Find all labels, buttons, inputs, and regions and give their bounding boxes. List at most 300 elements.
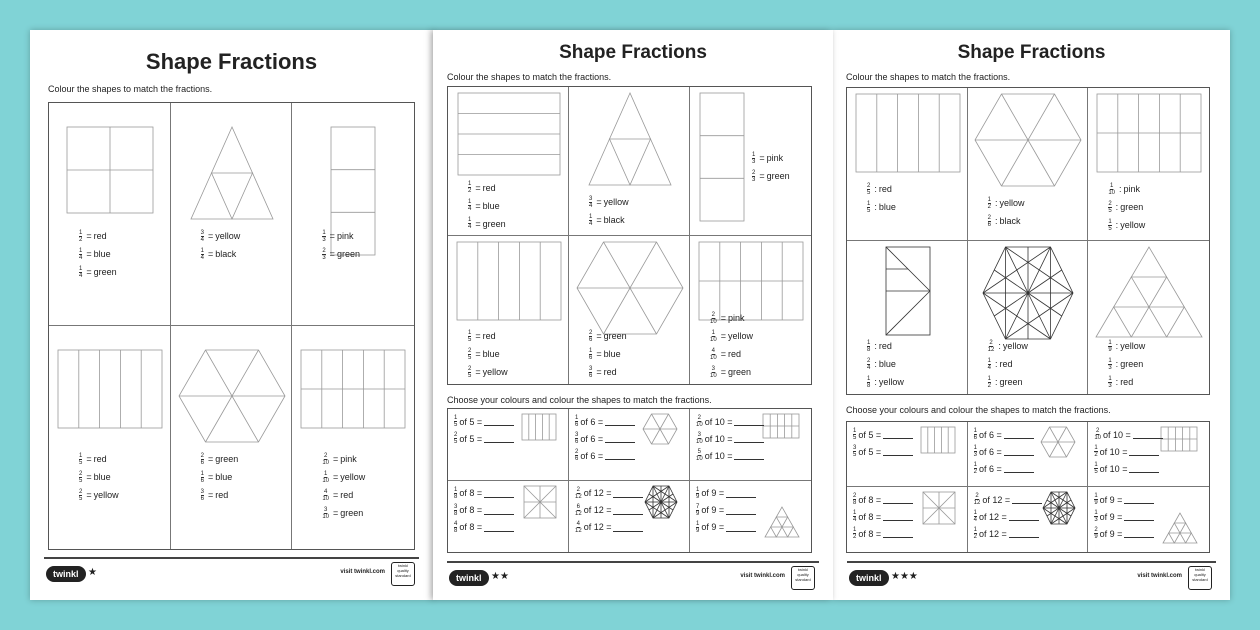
worksheet-page-2 <box>433 30 833 600</box>
separator: : <box>1115 359 1119 369</box>
answer-blank[interactable] <box>484 523 514 532</box>
fraction: $\frac{3}{8}$ <box>454 503 458 517</box>
colour-name: green <box>727 367 751 377</box>
separator: : <box>1115 202 1119 212</box>
separator: = <box>596 331 602 341</box>
colour-name: black <box>999 216 1021 226</box>
fraction: $\frac{1}{5}$ <box>1108 218 1112 232</box>
separator: : <box>1115 377 1119 387</box>
fraction: $\frac{1}{10}$ <box>710 329 717 343</box>
fraction: $\frac{2}{6}$ <box>987 214 991 228</box>
separator: = <box>475 331 481 341</box>
answer-blank[interactable] <box>883 495 913 504</box>
separator: = <box>596 367 602 377</box>
question-text: of 9 = <box>1099 511 1123 522</box>
separator: : <box>874 202 877 212</box>
twinkl-logo: twinkl <box>449 570 489 586</box>
answer-blank[interactable] <box>613 523 643 532</box>
separator: = <box>759 153 765 163</box>
fraction: $\frac{1}{4}$ <box>200 247 204 261</box>
colour-name: red <box>93 231 107 241</box>
fraction-question <box>974 426 1034 443</box>
colour-key-item <box>710 309 753 327</box>
question-text: of 9 = <box>701 522 725 532</box>
square-eighths-shape[interactable] <box>923 492 955 524</box>
colour-key <box>988 337 1028 391</box>
fraction: $\frac{1}{2}$ <box>973 462 977 475</box>
colour-name: blue <box>878 359 896 369</box>
square-quarters-shape[interactable] <box>67 127 153 213</box>
question-text: of 8 = <box>459 522 483 532</box>
separator: : <box>874 184 877 194</box>
colour-name: blue <box>482 349 500 359</box>
triangle-9-shape[interactable] <box>1096 247 1202 337</box>
question-text: of 10 = <box>704 416 733 427</box>
colour-key-item <box>1108 216 1145 234</box>
square-eighths-shape[interactable] <box>524 486 556 518</box>
section-instruction: Choose your colours and colour the shapes to match the fractions. <box>846 405 1111 415</box>
rect-fifths-shape[interactable] <box>457 242 561 320</box>
answer-blank[interactable] <box>1012 495 1042 504</box>
separator: = <box>333 490 339 500</box>
fraction: $\frac{4}{10}$ <box>710 347 717 361</box>
shape-cell <box>569 236 690 385</box>
fraction: $\frac{4}{10}$ <box>322 488 330 502</box>
answer-blank[interactable] <box>1004 464 1034 473</box>
colour-key-item <box>201 486 239 504</box>
colour-name: red <box>215 490 229 500</box>
answer-blank[interactable] <box>1129 464 1159 473</box>
fraction: $\frac{2}{6}$ <box>589 329 593 343</box>
colour-grid <box>48 102 415 550</box>
colour-key-item <box>468 197 506 215</box>
colour-name: red <box>603 367 617 377</box>
fraction: $\frac{7}{9}$ <box>696 503 700 517</box>
fraction: $\frac{2}{6}$ <box>200 452 204 466</box>
fraction-questions <box>696 413 764 464</box>
colour-name: blue <box>93 472 111 482</box>
worksheet-page-3 <box>833 30 1230 600</box>
footer-url[interactable]: visit twinkl.com <box>1137 573 1182 579</box>
instruction: Colour the shapes to match the fractions. <box>846 72 1011 82</box>
answer-blank[interactable] <box>1004 430 1034 439</box>
hexagon-12-shape[interactable] <box>645 486 677 518</box>
question-text: of 10 = <box>704 450 733 461</box>
fraction-question <box>454 430 514 447</box>
colour-key-item <box>1108 180 1145 198</box>
fraction: $\frac{1}{8}$ <box>867 375 871 389</box>
hexagon-12-shape[interactable] <box>983 247 1073 339</box>
colour-key-item <box>79 486 119 504</box>
fraction-questions <box>853 491 913 542</box>
colour-name: green <box>340 508 364 518</box>
answer-blank[interactable] <box>734 417 764 426</box>
fraction: $\frac{2}{12}$ <box>987 339 995 353</box>
fraction-questions <box>1094 426 1162 477</box>
question-text: of 9 = <box>1099 494 1123 505</box>
rect-thirds-tall-shape[interactable] <box>700 93 744 221</box>
colour-key-item <box>468 215 506 233</box>
colour-key <box>468 327 508 381</box>
separator: = <box>208 490 214 500</box>
triangle-4-shape[interactable] <box>191 127 273 219</box>
colour-key-item <box>589 193 629 211</box>
answer-blank[interactable] <box>605 434 635 443</box>
fraction: $\frac{2}{5}$ <box>468 365 472 379</box>
page-title: Shape Fractions <box>145 49 318 74</box>
fraction: $\frac{1}{10}$ <box>1108 182 1116 196</box>
colour-key-item <box>201 450 239 468</box>
question-text: of 5 = <box>858 429 882 440</box>
colour-name: green <box>482 218 506 229</box>
colour-name: black <box>215 249 237 259</box>
answer-blank[interactable] <box>613 506 643 515</box>
question-text: of 5 = <box>459 433 483 444</box>
colour-key <box>79 227 117 281</box>
triangle-9-shape[interactable] <box>1163 513 1197 543</box>
rect-fifths-shape[interactable] <box>921 427 955 453</box>
fraction-question <box>974 460 1034 477</box>
colour-key-item <box>322 486 365 504</box>
shape-cell <box>1088 241 1209 394</box>
question-text: of 10 = <box>704 433 733 444</box>
colour-name: green <box>766 171 790 181</box>
question-text: of 8 = <box>858 511 882 522</box>
fraction-question <box>853 491 913 508</box>
separator: = <box>720 331 726 341</box>
colour-name: red <box>878 184 892 194</box>
fraction-question <box>853 508 913 525</box>
shape-cell <box>690 236 811 385</box>
answer-blank[interactable] <box>1124 495 1154 504</box>
rect-fifths-shape[interactable] <box>58 350 162 428</box>
fraction: $\frac{2}{12}$ <box>575 486 582 500</box>
hexagon-6-shape[interactable] <box>1041 427 1075 457</box>
fraction-question <box>696 519 756 536</box>
question-text: of 8 = <box>459 488 483 498</box>
answer-blank[interactable] <box>726 506 756 515</box>
fraction-question <box>575 502 643 519</box>
separator: = <box>208 231 214 241</box>
fraction: $\frac{1}{2}$ <box>79 229 83 243</box>
fraction-question <box>454 485 514 502</box>
fraction-question <box>1094 491 1154 508</box>
fraction-question <box>853 443 913 460</box>
answer-blank[interactable] <box>1009 512 1039 521</box>
colour-name: yellow <box>1120 220 1146 230</box>
fraction: $\frac{4}{8}$ <box>454 520 458 534</box>
colour-key-item <box>988 212 1025 230</box>
worksheet-page-1 <box>30 30 433 600</box>
fraction-question <box>696 502 756 519</box>
triangle-4-shape[interactable] <box>589 93 671 185</box>
hexagon-12-shape[interactable] <box>1043 492 1075 524</box>
colour-key-item <box>79 263 117 281</box>
answer-blank[interactable] <box>883 430 913 439</box>
fraction-question <box>575 430 635 447</box>
fraction-question <box>974 508 1042 525</box>
question-text: of 6 = <box>580 433 604 444</box>
fraction: $\frac{2}{12}$ <box>973 493 981 506</box>
answer-blank[interactable] <box>484 489 514 498</box>
answer-blank[interactable] <box>613 489 643 498</box>
question-text: of 5 = <box>459 416 483 427</box>
fraction-question <box>696 485 756 502</box>
colour-name: red <box>999 359 1013 369</box>
fraction: $\frac{2}{5}$ <box>468 347 472 361</box>
rect-fifths-shape[interactable] <box>522 414 556 440</box>
separator: = <box>596 197 602 207</box>
separator: = <box>333 472 339 482</box>
colour-key-item <box>752 149 790 167</box>
fraction: $\frac{2}{10}$ <box>710 311 717 325</box>
shape-cell <box>968 88 1089 241</box>
calc-cell <box>1088 422 1209 487</box>
fraction: $\frac{1}{9}$ <box>1094 493 1098 506</box>
rect-triangles-shape[interactable] <box>886 247 930 335</box>
shape-cell <box>292 103 414 326</box>
separator: = <box>329 249 335 259</box>
fraction: $\frac{2}{5}$ <box>79 470 83 484</box>
fraction-questions <box>454 413 514 447</box>
answer-blank[interactable] <box>883 529 913 538</box>
colour-name: blue <box>93 249 111 259</box>
footer-url[interactable]: visit twinkl.com <box>740 573 785 579</box>
colour-key-item <box>867 180 896 198</box>
answer-blank[interactable] <box>484 506 514 515</box>
colour-name: pink <box>766 153 784 163</box>
fraction-question <box>575 485 643 502</box>
fraction: $\frac{1}{3}$ <box>1108 375 1112 389</box>
separator: = <box>596 215 602 225</box>
answer-blank[interactable] <box>484 434 514 443</box>
rect-fifths-shape[interactable] <box>856 94 960 172</box>
fraction: $\frac{1}{5}$ <box>1094 462 1098 475</box>
separator: = <box>333 508 339 518</box>
colour-key-item <box>988 373 1028 391</box>
fraction: $\frac{1}{4}$ <box>468 217 472 230</box>
fraction: $\frac{1}{3}$ <box>322 229 326 243</box>
separator: : <box>995 359 998 369</box>
colour-key-item <box>322 227 360 245</box>
colour-key-item <box>1108 198 1145 216</box>
answer-blank[interactable] <box>883 512 913 521</box>
separator: : <box>1115 220 1119 230</box>
fraction: $\frac{1}{5}$ <box>867 200 871 214</box>
grid-10-shape[interactable] <box>763 414 799 438</box>
grid-10-shape[interactable] <box>699 242 803 320</box>
separator: = <box>86 454 92 464</box>
colour-key <box>468 179 506 233</box>
answer-blank[interactable] <box>726 489 756 498</box>
colour-name: yellow <box>1120 341 1146 351</box>
question-text: of 12 = <box>583 505 612 515</box>
hexagon-6-shape[interactable] <box>975 94 1081 186</box>
colour-name: yellow <box>340 472 366 482</box>
colour-name: green <box>93 267 117 277</box>
fraction-question <box>1094 525 1154 542</box>
answer-blank[interactable] <box>1009 529 1039 538</box>
rect-quarters-horizontal-shape[interactable] <box>458 93 560 175</box>
fraction: $\frac{2}{3}$ <box>752 169 756 183</box>
fraction: $\frac{1}{2}$ <box>973 527 977 540</box>
colour-key-item <box>867 198 896 216</box>
fraction: $\frac{1}{3}$ <box>1094 510 1098 523</box>
colour-key-item <box>867 337 904 355</box>
fraction: $\frac{3}{6}$ <box>200 488 204 502</box>
colour-name: green <box>999 377 1023 387</box>
footer-divider <box>847 561 1216 563</box>
separator: = <box>208 249 214 259</box>
answer-blank[interactable] <box>1124 512 1154 521</box>
calc-cell <box>1088 487 1209 552</box>
fraction: $\frac{1}{6}$ <box>973 428 977 441</box>
shape-cell <box>847 88 968 241</box>
question-text: of 6 = <box>580 416 604 427</box>
answer-blank[interactable] <box>734 451 764 460</box>
colour-key-item <box>867 355 904 373</box>
fraction: $\frac{1}{2}$ <box>987 196 991 210</box>
question-text: of 9 = <box>701 488 725 498</box>
separator: = <box>333 454 339 464</box>
colour-key-item <box>1108 337 1145 355</box>
fraction-question <box>853 426 913 443</box>
question-text: of 12 = <box>583 522 612 532</box>
instruction: Colour the shapes to match the fractions. <box>48 84 213 94</box>
answer-blank[interactable] <box>605 451 635 460</box>
colour-name: red <box>93 454 107 464</box>
fraction-question <box>974 525 1042 542</box>
answer-blank[interactable] <box>726 523 756 532</box>
calc-cell <box>690 481 811 553</box>
colour-key-item <box>322 468 365 486</box>
question-text: of 9 = <box>701 505 725 515</box>
separator: = <box>86 490 92 500</box>
answer-blank[interactable] <box>1004 447 1034 456</box>
colour-name: pink <box>336 231 354 241</box>
fraction: $\frac{1}{3}$ <box>752 151 756 165</box>
question-text: of 10 = <box>1099 463 1128 474</box>
separator: = <box>475 367 481 377</box>
answer-blank[interactable] <box>1129 447 1159 456</box>
page-title: Shape Fractions <box>957 41 1106 63</box>
question-text: of 10 = <box>1099 446 1128 457</box>
grid-10-shape[interactable] <box>301 350 405 428</box>
footer-url[interactable]: visit twinkl.com <box>340 569 385 575</box>
fraction-questions <box>575 413 635 464</box>
colour-key-item <box>1108 373 1145 391</box>
colour-name: blue <box>482 200 500 211</box>
fraction-question <box>696 413 764 430</box>
colour-grid <box>846 87 1210 395</box>
question-text: of 12 = <box>979 528 1007 539</box>
fraction: $\frac{2}{10}$ <box>696 415 703 428</box>
fraction-question <box>454 502 514 519</box>
fraction: $\frac{1}{2}$ <box>853 527 857 540</box>
fraction: $\frac{1}{5}$ <box>454 415 458 428</box>
fraction: $\frac{3}{10}$ <box>696 432 703 445</box>
answer-blank[interactable] <box>1124 529 1154 538</box>
instruction: Colour the shapes to match the fractions. <box>447 72 612 82</box>
calc-cell <box>690 409 811 481</box>
fraction-question <box>575 519 643 536</box>
question-text: of 12 = <box>982 494 1011 505</box>
colour-key <box>201 450 239 504</box>
fraction-questions <box>696 485 756 536</box>
fraction-question <box>454 413 514 430</box>
colour-name: pink <box>727 313 745 323</box>
colour-name: pink <box>1123 184 1141 194</box>
fraction: $\frac{2}{5}$ <box>79 488 83 502</box>
answer-blank[interactable] <box>484 417 514 426</box>
calc-cell <box>569 481 690 553</box>
hexagon-6-shape[interactable] <box>577 242 683 334</box>
shape-cell <box>968 241 1089 394</box>
shape-cell <box>1088 88 1209 241</box>
separator: = <box>208 472 214 482</box>
fraction-question <box>454 519 514 536</box>
shape-cell <box>847 241 968 394</box>
calc-grid <box>846 421 1210 553</box>
answer-blank[interactable] <box>1133 430 1163 439</box>
colour-key-item <box>589 363 627 381</box>
grid-10-shape[interactable] <box>1161 427 1197 451</box>
fraction: $\frac{1}{5}$ <box>853 428 857 441</box>
separator: = <box>759 171 765 181</box>
shape-cell <box>49 103 171 326</box>
hexagon-6-shape[interactable] <box>643 414 677 444</box>
calc-cell <box>847 487 968 552</box>
separator: : <box>874 359 877 369</box>
fraction: $\frac{1}{2}$ <box>987 375 991 389</box>
colour-key-item <box>589 345 627 363</box>
colour-name: yellow <box>1002 341 1028 351</box>
hexagon-6-shape[interactable] <box>179 350 285 442</box>
page-title: Shape Fractions <box>559 41 707 63</box>
fraction: $\frac{1}{10}$ <box>322 470 330 484</box>
answer-blank[interactable] <box>605 417 635 426</box>
fraction-question <box>575 413 635 430</box>
colour-key-item <box>589 327 627 345</box>
fraction-question <box>1094 460 1162 477</box>
colour-name: red <box>340 490 354 500</box>
calc-cell <box>968 487 1089 552</box>
colour-key <box>1108 337 1145 391</box>
question-text: of 5 = <box>858 446 882 457</box>
question-text: of 8 = <box>459 505 483 515</box>
fraction-question <box>1094 508 1154 525</box>
grid-10-shape[interactable] <box>1097 94 1201 172</box>
colour-key <box>589 327 627 381</box>
fraction: $\frac{2}{3}$ <box>322 247 326 261</box>
colour-key-item <box>201 227 241 245</box>
question-text: of 12 = <box>979 511 1007 522</box>
twinkl-logo: twinkl <box>46 566 86 582</box>
fraction: $\frac{1}{4}$ <box>987 357 991 371</box>
triangle-9-shape[interactable] <box>765 507 799 537</box>
answer-blank[interactable] <box>883 447 913 456</box>
colour-key-item <box>710 363 753 381</box>
fraction: $\frac{2}{10}$ <box>1094 428 1102 441</box>
colour-key-item <box>201 245 241 263</box>
colour-name: green <box>336 249 360 259</box>
fraction: $\frac{1}{9}$ <box>696 520 700 534</box>
answer-blank[interactable] <box>734 434 764 443</box>
shape-cell <box>448 236 569 385</box>
separator: = <box>86 249 92 259</box>
quality-badge: twinkl quality standard <box>391 562 415 586</box>
question-text: of 12 = <box>583 488 612 498</box>
